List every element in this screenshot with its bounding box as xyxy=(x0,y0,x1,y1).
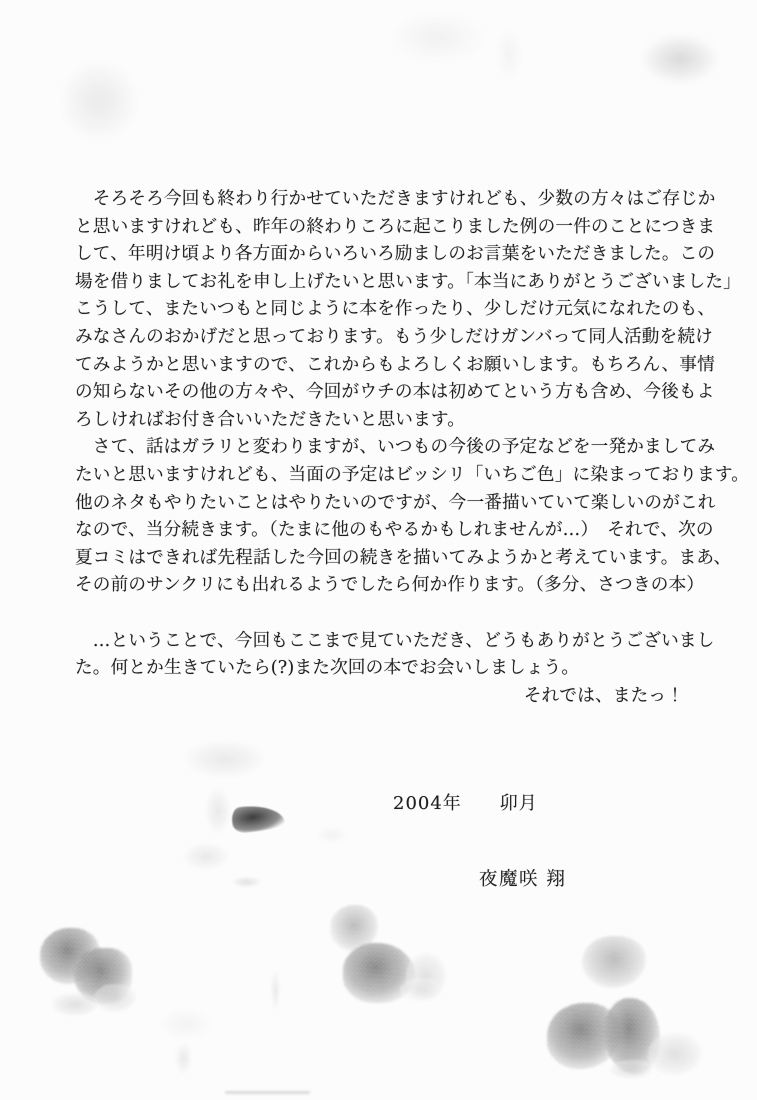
text-line: 夏コミはできれば先程話した今回の続きを描いてみようかと考えています。まあ、 xyxy=(75,547,732,568)
rose-blob xyxy=(648,1033,702,1075)
dark-leaf-mark xyxy=(231,802,286,834)
scan-smudge xyxy=(58,58,140,144)
signoff-line: それでは、またっ！ xyxy=(523,685,684,706)
afterword-paragraph-1 xyxy=(75,186,741,434)
text-line: 他のネタもやりたいことはやりたいのですが、今一番描いていて楽しいのがこれ xyxy=(75,492,716,513)
text-line: さて、話はガラリと変わりますが、いつもの今後の予定などを一発かましてみ xyxy=(75,437,716,458)
text-line: …ということで、今回もここまで見ていただき、どうもありがとうございまし xyxy=(75,630,715,651)
text-line: こうして、またいつもと同じように本を作ったり、少しだけ元気になれたのも、 xyxy=(75,299,716,320)
rose-blob xyxy=(52,993,98,1016)
scan-artifact-line xyxy=(225,1091,310,1094)
text-line: その前のサンクリにも出れるようでしたら何か作ります。（多分、さつきの本） xyxy=(75,575,705,596)
afterword-text xyxy=(75,186,750,710)
author-name: 夜魔咲 翔 xyxy=(479,869,567,890)
rose-blob xyxy=(175,1043,192,1074)
text-line: たいと思いますけれども、当面の予定はビッシリ「いちご色」に染まっております。 xyxy=(75,464,750,485)
text-line: てみようかと思いますので、これからもよろしくお願いします。もちろん、事情 xyxy=(75,354,715,375)
scan-smudge xyxy=(640,33,720,85)
rose-blob xyxy=(94,984,136,1012)
text-line: た。何とか生きていたら(?)また次回の本でお会いしましょう。 xyxy=(75,658,580,679)
rose-blob xyxy=(233,877,260,887)
afterword-paragraph-2 xyxy=(75,434,750,600)
rose-blob xyxy=(183,843,229,870)
rose-blob xyxy=(582,936,646,988)
text-line: して、年明け頃より各方面からいろいろ励ましのお言葉をいただきました。この xyxy=(75,244,716,265)
text-line: の知らないその他の方々や、今回がウチの本は初めてという方も含め、今後もよ xyxy=(75,382,715,403)
rose-blob xyxy=(400,978,442,1002)
text-line: と思いますけれども、昨年の終わりころに起こりました例の一件のことにつきま xyxy=(75,216,716,237)
text-line: ろしければお付き合いいただきたいと思います。 xyxy=(75,409,466,430)
scan-smudge xyxy=(158,1008,214,1040)
text-line: そろそろ今回も終わり行かせていただきますけれども、少数の方々はご存じか xyxy=(75,189,716,209)
text-line: 場を借りましてお礼を申し上げたいと思います。「本当にありがとうございました」 xyxy=(75,271,741,292)
scan-smudge xyxy=(388,10,488,65)
rose-blob xyxy=(185,740,265,778)
rose-blob xyxy=(610,1060,652,1079)
rose-blob xyxy=(205,788,231,834)
afterword-paragraph-3 xyxy=(75,628,716,683)
rose-blob xyxy=(271,971,280,1010)
date-line: 2004年 卯月 xyxy=(393,793,538,814)
text-line: みなさんのおかげだと思っております。もう少しだけガンバって同人活動を続け xyxy=(75,326,713,347)
text-line: なので、当分続きます。（たまに他のもやるかもしれませんが…） それで、次の xyxy=(75,520,714,541)
scan-smudge xyxy=(316,827,348,843)
scan-smudge xyxy=(496,26,522,82)
